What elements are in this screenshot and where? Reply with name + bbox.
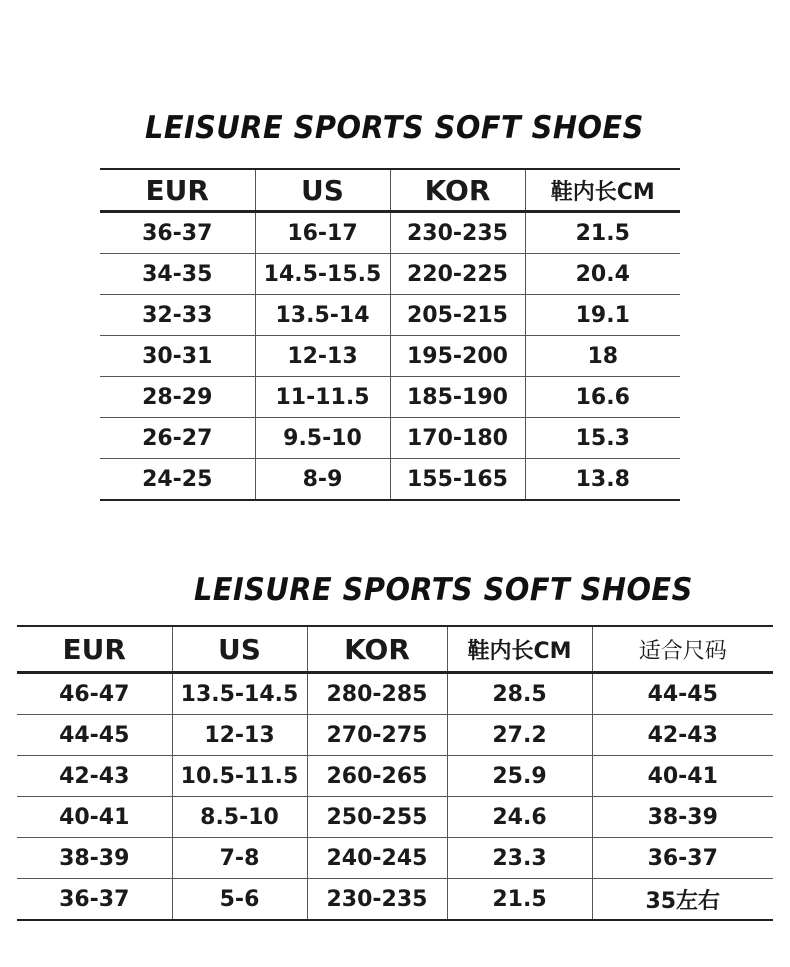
cell-us: 12-13 xyxy=(172,715,307,756)
table-row xyxy=(17,797,773,838)
cell-kor: 170-180 xyxy=(390,418,525,459)
cell-us: 8-9 xyxy=(255,459,390,501)
table-header-row xyxy=(100,169,680,212)
size-chart-title-1: LEISURE SPORTS SOFT SHOES xyxy=(145,110,644,146)
cell-insole-length: 23.3 xyxy=(447,838,592,879)
column-header-us: US xyxy=(255,169,390,212)
cell-kor: 185-190 xyxy=(390,377,525,418)
column-header-kor: KOR xyxy=(307,626,447,673)
cell-kor: 155-165 xyxy=(390,459,525,501)
size-chart-title-2: LEISURE SPORTS SOFT SHOES xyxy=(194,572,693,608)
cell-insole-length: 18 xyxy=(525,336,680,377)
column-header-eur: EUR xyxy=(17,626,172,673)
cell-suitable-size: 40-41 xyxy=(592,756,773,797)
cell-insole-length: 21.5 xyxy=(525,212,680,254)
cell-kor: 230-235 xyxy=(307,879,447,921)
column-header-suitable-size: 适合尺码 xyxy=(592,626,773,673)
cell-suitable-size: 38-39 xyxy=(592,797,773,838)
cell-insole-length: 19.1 xyxy=(525,295,680,336)
cell-insole-length: 13.8 xyxy=(525,459,680,501)
cell-us: 10.5-11.5 xyxy=(172,756,307,797)
cell-kor: 195-200 xyxy=(390,336,525,377)
cell-eur: 40-41 xyxy=(17,797,172,838)
cell-us: 13.5-14 xyxy=(255,295,390,336)
cell-insole-length: 28.5 xyxy=(447,673,592,715)
table-header-row xyxy=(17,626,773,673)
size-table-1 xyxy=(100,168,680,501)
cell-kor: 240-245 xyxy=(307,838,447,879)
table-row xyxy=(17,673,773,715)
cell-kor: 260-265 xyxy=(307,756,447,797)
column-header-insole-length: 鞋内长CM xyxy=(525,169,680,212)
cell-insole-length: 24.6 xyxy=(447,797,592,838)
table-row xyxy=(17,838,773,879)
table-row xyxy=(100,336,680,377)
cell-us: 7-8 xyxy=(172,838,307,879)
cell-eur: 36-37 xyxy=(17,879,172,921)
cell-kor: 220-225 xyxy=(390,254,525,295)
table-row xyxy=(17,756,773,797)
cell-insole-length: 27.2 xyxy=(447,715,592,756)
cell-insole-length: 20.4 xyxy=(525,254,680,295)
cell-us: 16-17 xyxy=(255,212,390,254)
cell-eur: 42-43 xyxy=(17,756,172,797)
cell-eur: 38-39 xyxy=(17,838,172,879)
cell-eur: 46-47 xyxy=(17,673,172,715)
cell-suitable-size: 36-37 xyxy=(592,838,773,879)
column-header-eur: EUR xyxy=(100,169,255,212)
cell-us: 11-11.5 xyxy=(255,377,390,418)
cell-kor: 270-275 xyxy=(307,715,447,756)
table-row xyxy=(100,212,680,254)
cell-eur: 26-27 xyxy=(100,418,255,459)
cell-eur: 44-45 xyxy=(17,715,172,756)
cell-us: 13.5-14.5 xyxy=(172,673,307,715)
table-row xyxy=(17,879,773,921)
cell-us: 5-6 xyxy=(172,879,307,921)
size-table-2 xyxy=(17,625,773,921)
table-row xyxy=(100,377,680,418)
cell-insole-length: 15.3 xyxy=(525,418,680,459)
cell-suitable-size: 44-45 xyxy=(592,673,773,715)
table-row xyxy=(100,459,680,501)
cell-suitable-size: 35左右 xyxy=(592,879,773,921)
cell-us: 12-13 xyxy=(255,336,390,377)
column-header-insole-length: 鞋内长CM xyxy=(447,626,592,673)
table-row xyxy=(100,295,680,336)
cell-us: 14.5-15.5 xyxy=(255,254,390,295)
cell-eur: 32-33 xyxy=(100,295,255,336)
cell-kor: 205-215 xyxy=(390,295,525,336)
cell-eur: 30-31 xyxy=(100,336,255,377)
cell-insole-length: 16.6 xyxy=(525,377,680,418)
cell-insole-length: 21.5 xyxy=(447,879,592,921)
cell-eur: 28-29 xyxy=(100,377,255,418)
cell-insole-length: 25.9 xyxy=(447,756,592,797)
cell-kor: 230-235 xyxy=(390,212,525,254)
table-row xyxy=(17,715,773,756)
table-row xyxy=(100,254,680,295)
column-header-us: US xyxy=(172,626,307,673)
cell-suitable-size: 42-43 xyxy=(592,715,773,756)
cell-kor: 250-255 xyxy=(307,797,447,838)
cell-eur: 36-37 xyxy=(100,212,255,254)
cell-eur: 34-35 xyxy=(100,254,255,295)
cell-us: 9.5-10 xyxy=(255,418,390,459)
cell-kor: 280-285 xyxy=(307,673,447,715)
cell-eur: 24-25 xyxy=(100,459,255,501)
table-row xyxy=(100,418,680,459)
cell-us: 8.5-10 xyxy=(172,797,307,838)
column-header-kor: KOR xyxy=(390,169,525,212)
